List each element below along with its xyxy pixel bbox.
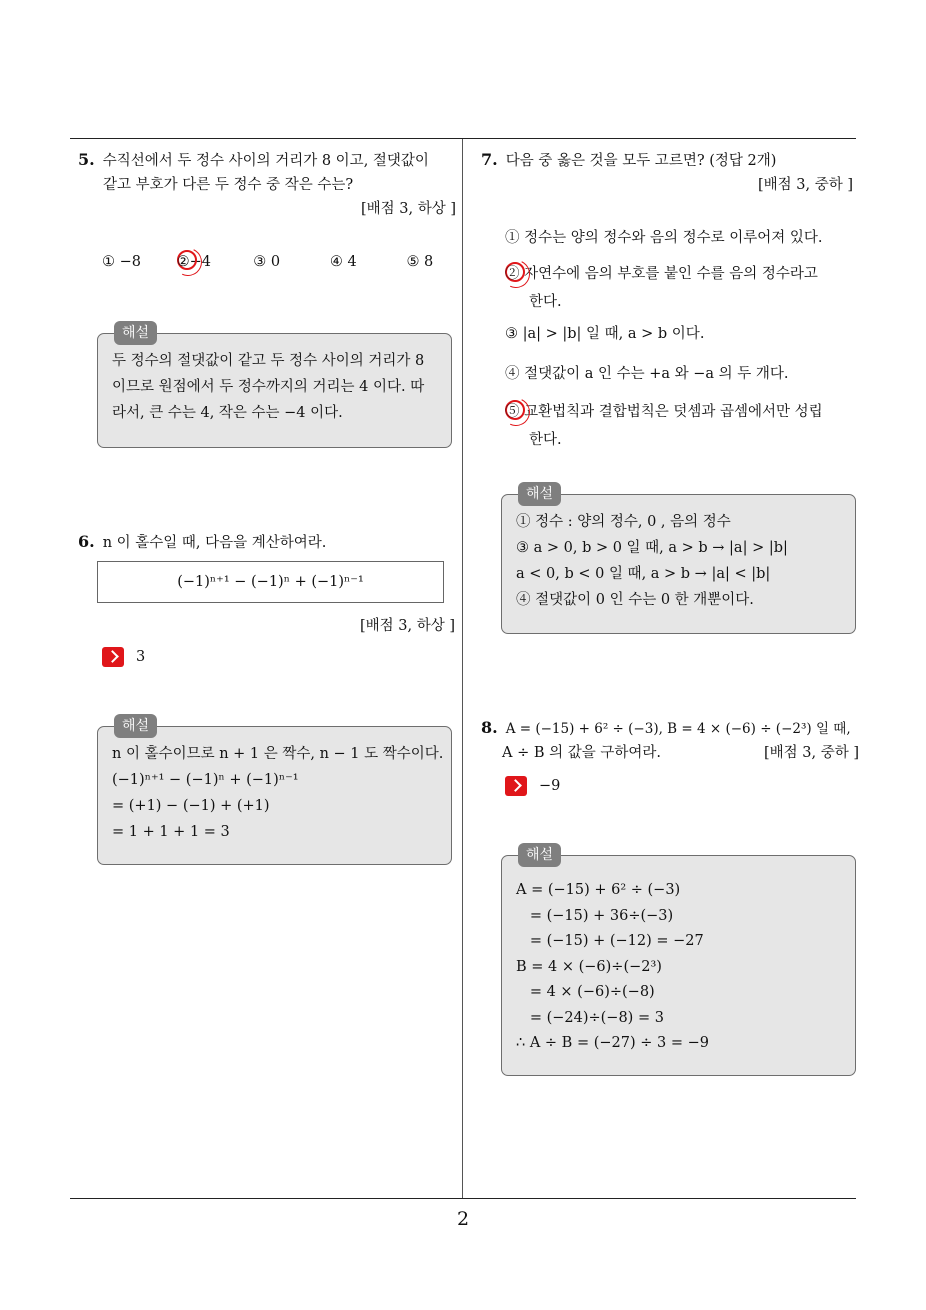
question-5 — [78, 148, 456, 221]
q5-option-1[interactable]: ① −8 — [102, 254, 141, 270]
q7-option-2[interactable]: ② 자연수에 음의 부호를 붙인 수를 음의 정수라고 한다. — [505, 260, 855, 316]
q6-score: [배점 3, 하상 ] — [359, 618, 455, 634]
q7-option-3[interactable]: ③ |a| > |b| 일 때, a > b 이다. — [505, 326, 705, 342]
answer-arrow-icon — [505, 776, 527, 796]
question-8: 8. A = (−15) + 6² ÷ (−3), B = 4 × (−6) ÷ (−2³) 일 때, A ÷ B 의 값을 구하여라. [배점 3, 중하 ] — [481, 716, 859, 765]
q7-option-5[interactable]: ⑤ 교환법칙과 결합법칙은 덧셈과 곱셈에서만 성립 한다. — [505, 398, 855, 454]
q6-explanation-label: 해설 — [114, 714, 157, 738]
q7-score: [배점 3, 중하 ] — [757, 177, 853, 193]
q7-option-4[interactable]: ④ 절댓값이 a 인 수는 +a 와 −a 의 두 개다. — [505, 366, 789, 382]
q5-explanation-label: 해설 — [114, 321, 157, 345]
q8-stem: 8. A = (−15) + 6² ÷ (−3), B = 4 × (−6) ÷ (−2³) 일 때, — [481, 718, 851, 737]
q6-answer: 3 — [102, 645, 145, 669]
q5-explanation-box: 해설 두 정수의 절댓값이 같고 두 정수 사이의 거리가 8 이므로 원점에서 두 정수까지의 거리는 4 이다. 따 라서, 큰 수는 4, 작은 수는 −4 이다. — [97, 333, 452, 448]
bottom-rule — [70, 1198, 856, 1199]
question-6 — [78, 530, 456, 555]
q5-stem: 5. 수직선에서 두 정수 사이의 거리가 8 이고, 절댓값이 같고 부호가 다른 두 정수 중 작은 수는? — [78, 150, 429, 193]
q8-explanation-label: 해설 — [518, 843, 561, 867]
q7-number: 7. — [481, 150, 498, 169]
q5-number: 5. — [78, 150, 95, 169]
page-number: 2 — [456, 1208, 470, 1230]
q8-answer: −9 — [505, 774, 560, 798]
q6-number: 6. — [78, 532, 95, 551]
q8-score: [배점 3, 중하 ] — [763, 745, 859, 761]
q5-option-4[interactable]: ④ 4 — [329, 254, 357, 270]
q8-number: 8. — [481, 718, 498, 737]
q5-options — [102, 248, 466, 276]
q7-explanation-label: 해설 — [518, 482, 561, 506]
q6-explanation-box: 해설 n 이 홀수이므로 n + 1 은 짝수, n − 1 도 짝수이다. (−1)ⁿ⁺¹ − (−1)ⁿ + (−1)ⁿ⁻¹ = (+1) − (−1) + (+1) = 1 + 1 + 1 = 3 — [97, 726, 452, 865]
q5-option-3[interactable]: ③ 0 — [253, 254, 281, 270]
question-7 — [481, 148, 853, 197]
q7-option-1[interactable]: ① 정수는 양의 정수와 음의 정수로 이루어져 있다. — [505, 230, 823, 246]
q5-score: [배점 3, 하상 ] — [360, 201, 456, 217]
q7-options — [505, 224, 855, 454]
q8-explanation-box: 해설 A = (−15) + 6² ÷ (−3) = (−15) + 36÷(−3) = (−15) + (−12) = −27 B = 4 × (−6)÷(−2³) = 4 × (−6)÷(−8) = (−24)÷(−8) = 3 ∴ A ÷ B = (−27) ÷ 3 = −9 — [501, 855, 856, 1076]
column-divider — [462, 139, 463, 1199]
q7-explanation-box: 해설 ① 정수 : 양의 정수, 0 , 음의 정수 ③ a > 0, b > 0 일 때, a > b → |a| > |b| a < 0, b < 0 일 때, a > b → |a| < |b| ④ 절댓값이 0 인 수는 0 한 개뿐이다. — [501, 494, 856, 634]
answer-arrow-icon — [102, 647, 124, 667]
q6-stem: n 이 홀수일 때, 다음을 계산하여라. — [102, 535, 327, 551]
q5-option-5[interactable]: ⑤ 8 — [406, 254, 434, 270]
top-rule — [70, 138, 856, 139]
q5-option-2[interactable]: ②−4 — [177, 248, 249, 276]
q7-stem: 7. 다음 중 옳은 것을 모두 고르면? (정답 2개) — [481, 150, 777, 169]
q6-formula-box: (−1)ⁿ⁺¹ − (−1)ⁿ + (−1)ⁿ⁻¹ — [97, 561, 444, 603]
